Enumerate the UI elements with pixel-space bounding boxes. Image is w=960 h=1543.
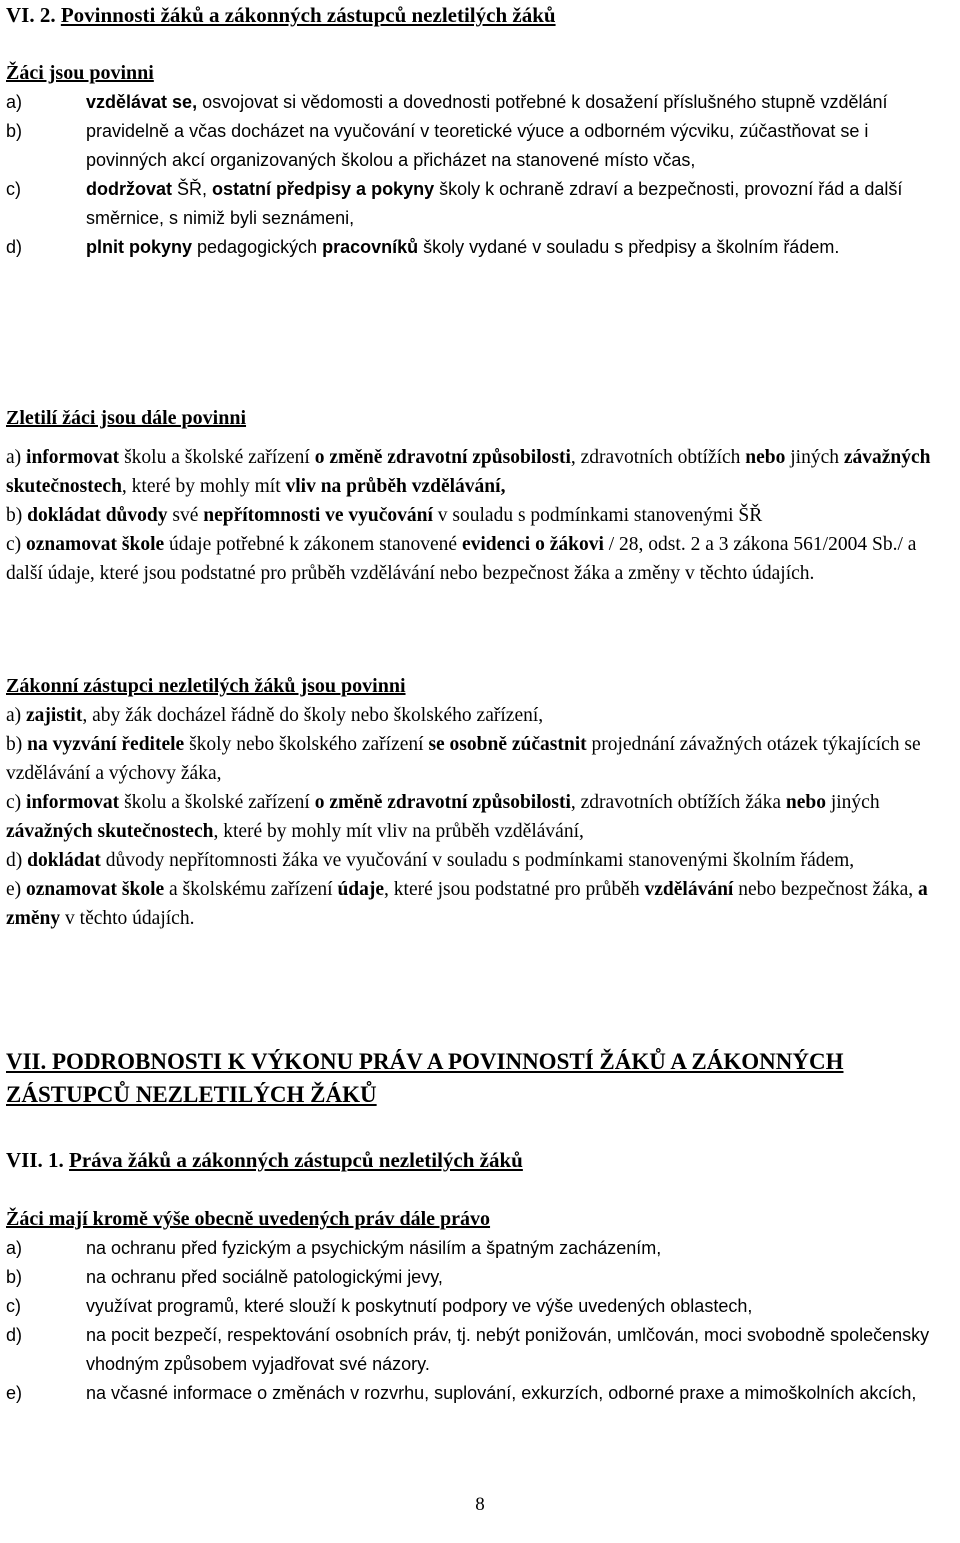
list-item (6, 875, 954, 933)
section-heading-vii-1 (6, 1145, 523, 1175)
bold-text: vzdělávat se, (86, 92, 198, 112)
text: , které by mohly mít (121, 476, 286, 497)
bold-text: o změně zdravotní způsobilosti (314, 792, 571, 813)
pupils-duties-list (6, 88, 954, 262)
rights-list (6, 1234, 954, 1408)
list-item (6, 175, 954, 233)
text: b) (6, 505, 28, 526)
text: nebo bezpečnost žáka, (733, 879, 918, 900)
section-number: VII. 1. (6, 1148, 64, 1172)
list-item (6, 846, 954, 875)
chapter-heading-vii: VII. PODROBNOSTI K VÝKONU PRÁV A POVINNOSTÍ ŽÁKŮ A ZÁKONNÝCH ZÁSTUPCŮ NEZLETILÝCH ŽÁKŮ (6, 1049, 844, 1107)
text: d) (6, 850, 28, 871)
bold-text: závažných skutečnostech (6, 447, 931, 497)
bold-text: dodržovat (86, 179, 173, 199)
bold-text: údaje (337, 879, 385, 900)
bold-text: informovat (26, 447, 120, 468)
bold-text: zajistit (26, 705, 83, 726)
text: pedagogických (192, 237, 323, 257)
text: školu a školské zařízení (119, 792, 315, 813)
bold-text: vzdělávání (644, 879, 734, 900)
list-item-text: na pocit bezpečí, respektování osobních práv, tj. nebýt ponižován, umlčován, moci svobodně společensky vhodným způsobem vyjadřovat své názory. (86, 1325, 930, 1374)
list-marker: c) (6, 1296, 21, 1316)
list-item (6, 1263, 954, 1292)
list-marker: b) (6, 121, 23, 141)
list-marker: a) (6, 1238, 23, 1258)
text: školy nebo školského zařízení (184, 734, 429, 755)
text: , aby žák docházel řádně do školy nebo školského zařízení, (82, 705, 544, 726)
text: své (167, 505, 204, 526)
list-item (6, 701, 954, 730)
guardian-duties-list (6, 701, 954, 933)
bold-text: oznamovat škole (26, 534, 165, 555)
text: , které by mohly mít vliv na průběh vzdělávání, (213, 821, 584, 842)
list-marker: d) (6, 1325, 23, 1345)
text: , zdravotních obtížích (570, 447, 746, 468)
pupils-duties-heading: Žáci jsou povinni (6, 62, 154, 84)
section-title: Povinnosti žáků a zákonných zástupců nezletilých žáků (60, 3, 556, 27)
list-item (6, 233, 954, 262)
bold-text: nepřítomnosti ve vyučování (203, 505, 433, 526)
text: údaje potřebné k zákonem stanovené (164, 534, 462, 555)
list-item (6, 443, 954, 501)
list-item (6, 788, 954, 846)
list-item (6, 730, 954, 788)
text: školu a školské zařízení (119, 447, 315, 468)
text: v souladu s podmínkami stanovenými ŠŘ (432, 505, 763, 526)
list-marker: d) (6, 237, 23, 257)
text: b) (6, 734, 28, 755)
list-marker: b) (6, 1267, 23, 1287)
list-item-text: na ochranu před fyzickým a psychickým násilím a špatným zacházením, (86, 1238, 662, 1258)
text: e) (6, 879, 27, 900)
bold-text: a změny (6, 879, 928, 929)
bold-text: plnit pokyny (86, 237, 193, 257)
bold-text: se osobně zúčastnit (428, 734, 587, 755)
list-marker: a) (6, 92, 23, 112)
bold-text: informovat (26, 792, 120, 813)
bold-text: na vyzvání ředitele (27, 734, 185, 755)
bold-text: dokládat (27, 850, 101, 871)
rights-heading: Žáci mají kromě výše obecně uvedených práv dále právo (6, 1208, 491, 1230)
bold-text: o změně zdravotní způsobilosti (314, 447, 571, 468)
text: školy k ochraně zdraví a bezpečnosti, provozní řád a další směrnice, s nimiž byli seznámeni, (86, 179, 903, 228)
list-item (6, 1379, 954, 1408)
text: , zdravotních obtížích žáka (570, 792, 786, 813)
text: v těchto údajích. (60, 908, 195, 929)
section-heading-vi-2 (6, 0, 556, 30)
bold-text: oznamovat škole (26, 879, 165, 900)
section-number: VI. 2. (6, 3, 56, 27)
guardians-heading: Zákonní zástupci nezletilých žáků jsou povinni (6, 675, 406, 697)
adult-duties-list (6, 443, 954, 588)
text: jiných (825, 792, 880, 813)
bold-text: evidenci o žákovi (461, 534, 604, 555)
bold-text: nebo (785, 792, 826, 813)
list-item-text: na včasné informace o změnách v rozvrhu, suplování, exkurzích, odborné praxe a mimoškolních akcích, (86, 1383, 917, 1403)
text: / 28, odst. 2 a 3 zákona 561/2004 Sb./ a další údaje, které jsou podstatné pro průběh vzdělávání nebo bezpečnost žáka a změny v těchto údajích. (6, 534, 917, 584)
text: pravidelně a včas docházet na vyučování v teoretické výuce a odborném výcviku, zúčastňovat se i povinných akcí organizovaných školou a přicházet na stanovené místo včas, (86, 121, 869, 170)
bold-text: nebo (745, 447, 786, 468)
text: , které jsou podstatné pro průběh (384, 879, 645, 900)
bold-text: vliv na průběh vzdělávání, (285, 476, 506, 497)
list-item-text: na ochranu před sociálně patologickými jevy, (86, 1267, 443, 1287)
text: ŠŘ, (172, 179, 213, 199)
text: osvojovat si vědomosti a dovednosti potřebné k dosažení příslušného stupně vzdělání (197, 92, 888, 112)
text: a školskému zařízení (164, 879, 338, 900)
text: a) (6, 447, 27, 468)
bold-text: pracovníků (322, 237, 419, 257)
text: důvody nepřítomnosti žáka ve vyučování v souladu s podmínkami stanovenými školním řádem, (100, 850, 855, 871)
text: školy vydané v souladu s předpisy a školním řádem. (418, 237, 840, 257)
list-item (6, 1234, 954, 1263)
list-marker: c) (6, 179, 21, 199)
list-marker: e) (6, 1383, 23, 1403)
adult-pupils-heading: Zletilí žáci jsou dále povinni (6, 407, 247, 429)
text: jiných (785, 447, 844, 468)
text: a) (6, 705, 27, 726)
section-title: Práva žáků a zákonných zástupců nezletilých žáků (69, 1148, 523, 1172)
bold-text: závažných skutečnostech (6, 821, 214, 842)
list-item (6, 530, 954, 588)
text: projednání závažných otázek týkajících se vzdělávání a výchovy žáka, (6, 734, 921, 784)
list-item (6, 1292, 954, 1321)
list-item (6, 88, 954, 117)
list-item (6, 1321, 954, 1379)
list-item (6, 501, 954, 530)
list-item (6, 117, 954, 175)
page-number: 8 (475, 1494, 485, 1515)
bold-text: dokládat důvody (27, 505, 168, 526)
text: c) (6, 534, 27, 555)
bold-text: ostatní předpisy a pokyny (212, 179, 435, 199)
text: c) (6, 792, 27, 813)
list-item-text: využívat programů, které slouží k poskytnutí podpory ve výše uvedených oblastech, (86, 1296, 753, 1316)
